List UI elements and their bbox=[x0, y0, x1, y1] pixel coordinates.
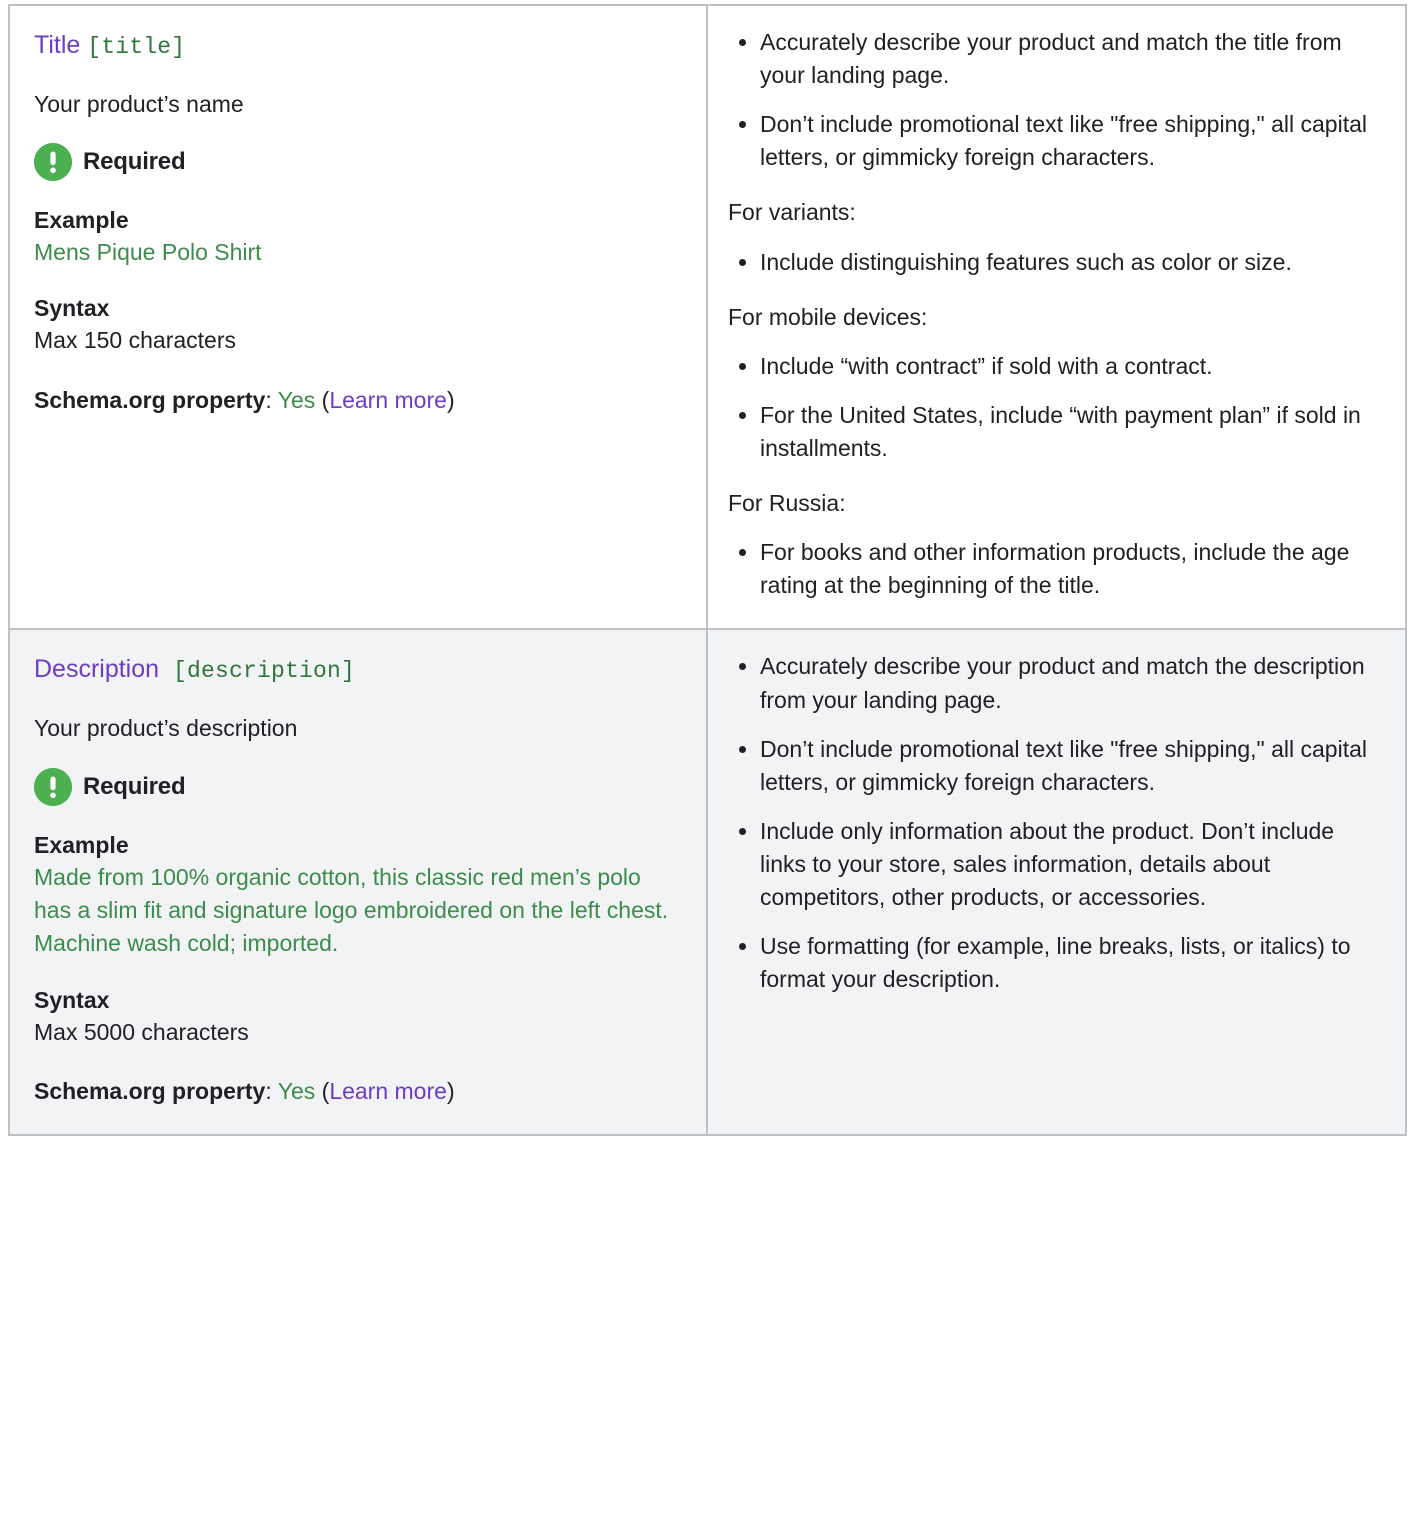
schema-org-value: Yes bbox=[277, 386, 316, 413]
schema-paren-open: ( bbox=[315, 386, 330, 413]
list-item: For the United States, include “with payment plan” if sold in installments. bbox=[728, 399, 1379, 465]
schema-org-property-line bbox=[34, 1075, 682, 1108]
required-badge bbox=[34, 768, 682, 806]
list-item: For books and other information products, include the age rating at the beginning of the title. bbox=[728, 536, 1379, 602]
list-item: Accurately describe your product and match the title from your landing page. bbox=[728, 26, 1379, 92]
guideline-list bbox=[728, 650, 1379, 996]
required-label: Required bbox=[83, 772, 186, 800]
exclamation-circle-icon bbox=[34, 143, 72, 181]
table-row bbox=[9, 629, 1406, 1135]
guideline-list bbox=[728, 246, 1379, 279]
guideline-list bbox=[728, 350, 1379, 465]
field-definition-cell bbox=[9, 629, 707, 1135]
schema-org-separator: : bbox=[265, 386, 278, 413]
syntax-label: Syntax bbox=[34, 295, 110, 322]
field-attribute-code: [title] bbox=[87, 34, 186, 60]
guideline-group-heading: For mobile devices: bbox=[728, 303, 928, 330]
schema-org-label: Schema.org property bbox=[34, 386, 266, 413]
example-value: Mens Pique Polo Shirt bbox=[34, 239, 262, 266]
schema-paren-close: ) bbox=[446, 1077, 455, 1104]
list-item: Use formatting (for example, line breaks, lists, or italics) to format your description. bbox=[728, 930, 1379, 996]
field-description: Your product’s name bbox=[34, 90, 244, 117]
schema-org-separator: : bbox=[265, 1077, 278, 1104]
syntax-value: Max 5000 characters bbox=[34, 1018, 249, 1045]
field-definition-inner bbox=[10, 6, 706, 443]
schema-org-value: Yes bbox=[277, 1077, 316, 1104]
field-definition-cell bbox=[9, 5, 707, 629]
example-label: Example bbox=[34, 831, 129, 858]
list-item: Include “with contract” if sold with a contract. bbox=[728, 350, 1379, 383]
table-row bbox=[9, 5, 1406, 629]
schema-org-property-line bbox=[34, 384, 682, 417]
required-badge bbox=[34, 143, 682, 181]
learn-more-link[interactable]: Learn more bbox=[329, 1077, 447, 1104]
learn-more-link[interactable]: Learn more bbox=[329, 386, 447, 413]
list-item: Accurately describe your product and match the description from your landing page. bbox=[728, 650, 1379, 716]
list-item: Don’t include promotional text like "free shipping," all capital letters, or gimmicky foreign characters. bbox=[728, 733, 1379, 799]
field-definition-inner bbox=[10, 630, 706, 1134]
guideline-block bbox=[728, 26, 1379, 174]
syntax-label: Syntax bbox=[34, 986, 110, 1013]
syntax-value: Max 150 characters bbox=[34, 327, 236, 354]
list-item: Don’t include promotional text like "free shipping," all capital letters, or gimmicky foreign characters. bbox=[728, 108, 1379, 174]
field-heading bbox=[34, 30, 682, 62]
product-data-spec-table bbox=[8, 4, 1407, 1136]
field-guidelines-inner bbox=[708, 630, 1405, 1022]
field-heading bbox=[34, 654, 682, 686]
example-label: Example bbox=[34, 207, 129, 234]
guideline-group-heading: For variants: bbox=[728, 199, 856, 226]
field-name-link[interactable]: Description bbox=[34, 655, 160, 684]
guideline-block bbox=[728, 487, 1379, 602]
guideline-block bbox=[728, 301, 1379, 465]
field-guidelines-cell bbox=[707, 629, 1406, 1135]
schema-paren-open: ( bbox=[315, 1077, 330, 1104]
required-label: Required bbox=[83, 148, 186, 176]
spec-table-body bbox=[9, 5, 1406, 1135]
field-description: Your product’s description bbox=[34, 715, 298, 742]
schema-paren-close: ) bbox=[446, 386, 455, 413]
field-name-link[interactable]: Title bbox=[34, 31, 81, 59]
field-guidelines-cell bbox=[707, 5, 1406, 629]
list-item: Include only information about the product. Don’t include links to your store, sales information, details about competitors, other products, or accessories. bbox=[728, 815, 1379, 914]
example-value: Made from 100% organic cotton, this classic red men’s polo has a slim fit and signature logo embroidered on the left chest. Machine wash cold; imported. bbox=[34, 863, 669, 957]
guideline-block bbox=[728, 650, 1379, 996]
list-item: Include distinguishing features such as color or size. bbox=[728, 246, 1379, 279]
field-guidelines-inner bbox=[708, 6, 1405, 628]
guideline-list bbox=[728, 26, 1379, 174]
guideline-block bbox=[728, 196, 1379, 278]
exclamation-circle-icon bbox=[34, 768, 72, 806]
schema-org-label: Schema.org property bbox=[34, 1077, 266, 1104]
guideline-list bbox=[728, 536, 1379, 602]
guideline-group-heading: For Russia: bbox=[728, 490, 846, 517]
field-attribute-code: [description] bbox=[172, 658, 355, 685]
